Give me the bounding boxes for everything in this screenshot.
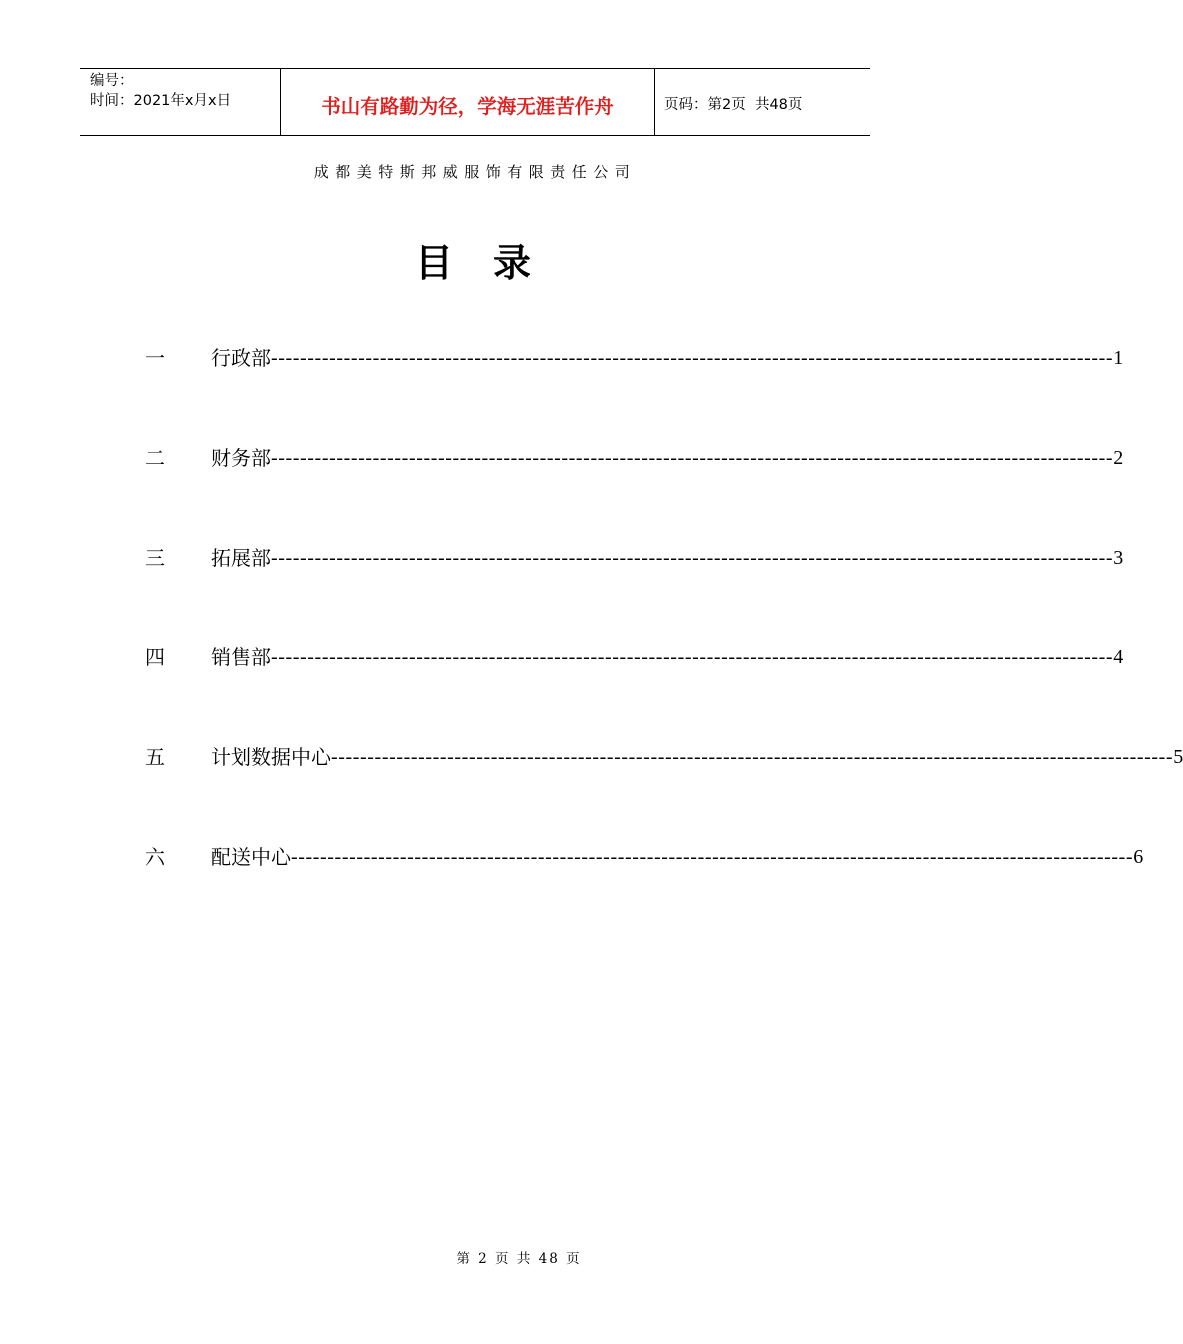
toc-entry-label: 销售部	[211, 645, 271, 670]
toc-leader: --------------------------------------------------------------------------------------------------------------------	[271, 446, 1114, 469]
toc-leader: --------------------------------------------------------------------------------------------------------------------	[331, 746, 1174, 769]
toc-entry-page: 1	[1113, 347, 1124, 369]
toc-entry-number: 一	[145, 346, 165, 370]
header-meta-cell	[80, 69, 281, 135]
toc-entry-page: 3	[1113, 546, 1124, 569]
toc-entry[interactable]	[145, 444, 1124, 544]
toc-entry-label: 拓展部	[211, 545, 271, 570]
toc-leader: --------------------------------------------------------------------------------------------------------------------	[271, 646, 1114, 669]
toc-entry[interactable]	[145, 843, 1144, 943]
page-footer: 第 2 页 共 48 页	[456, 1251, 582, 1267]
toc-entry-label: 财务部	[211, 445, 271, 470]
toc-entry[interactable]	[145, 344, 1124, 444]
toc-entry-label: 行政部	[211, 346, 271, 370]
toc-entry-page: 4	[1113, 646, 1124, 669]
toc-entry-page: 6	[1133, 845, 1144, 868]
date-label: 时间：2021年x月x日	[90, 93, 232, 109]
toc-entry[interactable]	[145, 643, 1124, 743]
toc-entry-label: 配送中心	[211, 844, 291, 869]
toc-leader: --------------------------------------------------------------------------------------------------------------------	[291, 845, 1134, 868]
header-page-info-cell	[655, 69, 870, 135]
toc-entry-number: 六	[145, 844, 165, 869]
toc-entry-page: 5	[1173, 746, 1183, 769]
toc-entry-number: 四	[145, 645, 165, 670]
table-of-contents	[145, 344, 1183, 943]
header-page-info: 页码：第2页 共48页	[664, 96, 803, 113]
number-label: 编号：	[90, 73, 134, 89]
toc-leader: --------------------------------------------------------------------------------------------------------------------	[271, 546, 1114, 569]
toc-entry-number: 三	[145, 545, 165, 570]
toc-entry-number: 二	[145, 445, 165, 470]
toc-leader: --------------------------------------------------------------------------------------------------------------------	[271, 347, 1114, 369]
company-name: 成都美特斯邦威服饰有限责任公司	[313, 163, 637, 181]
header-motto: 书山有路勤为径，学海无涯苦作舟	[281, 69, 655, 135]
toc-entry-number: 五	[145, 745, 165, 770]
toc-entry[interactable]	[145, 544, 1124, 644]
toc-entry-page: 2	[1113, 446, 1124, 469]
toc-entry-label: 计划数据中心	[211, 745, 331, 770]
toc-title: 目录	[414, 241, 571, 285]
document-header	[80, 68, 870, 136]
toc-entry[interactable]	[145, 743, 1183, 843]
